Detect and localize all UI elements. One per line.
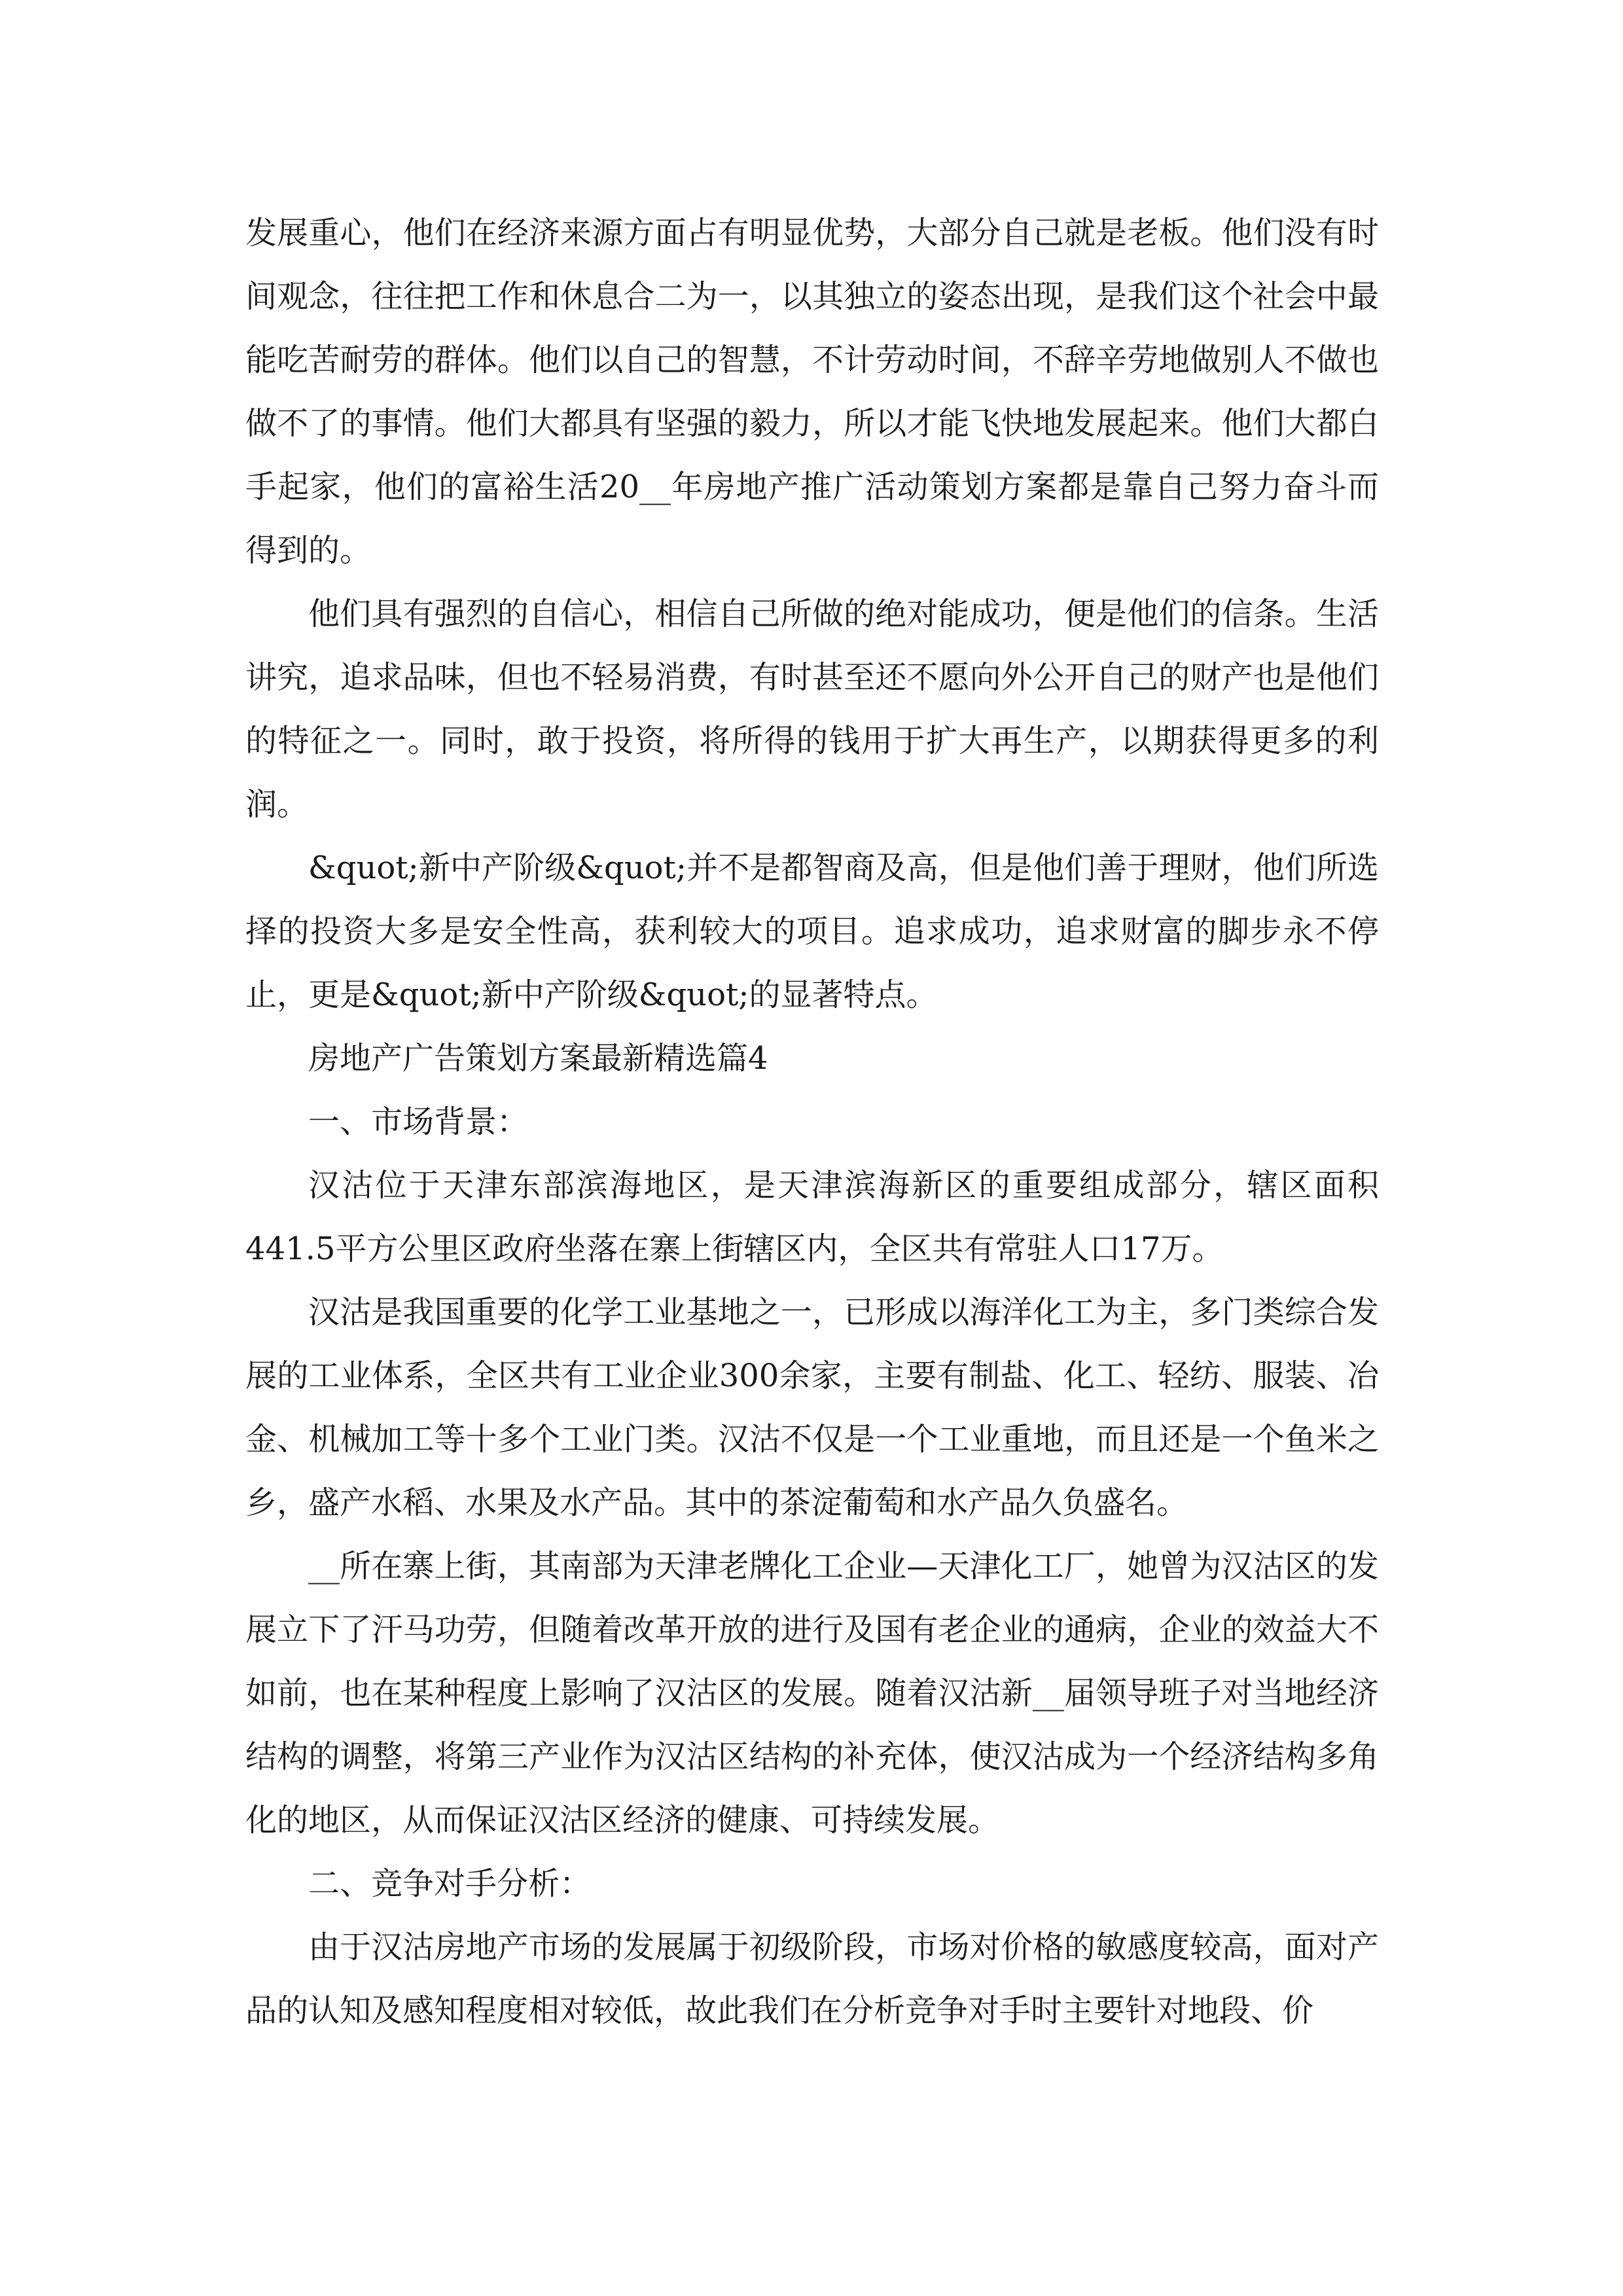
- heading-competitor-analysis: 二、竞争对手分析：: [308, 1865, 592, 1902]
- paragraph-7: 由于汉沽房地产市场的发展属于初级阶段，市场对价格的敏感度较高，面对产品的认知及感知程度相对较低，故此我们在分析竞争对手时主要针对地段、价: [245, 1929, 1379, 2029]
- heading-market-background: 一、市场背景：: [308, 1103, 529, 1140]
- document-body: [245, 202, 1379, 2043]
- paragraph-1: 发展重心，他们在经济来源方面占有明显优势，大部分自己就是老板。他们没有时间观念，往往把工作和休息合二为一，以其独立的姿态出现，是我们这个社会中最能吃苦耐劳的群体。他们以自己的智慧，不计劳动时间，不辞辛劳地做别人不做也做不了的事情。他们大都具有坚强的毅力，所以才能飞快地发展起来。他们大都白手起家，他们的富裕生活20__年房地产推广活动策划方案都是靠自己努力奋斗而得到的。: [245, 215, 1379, 569]
- section-title: 房地产广告策划方案最新精选篇4: [308, 1040, 768, 1077]
- paragraph-3: &quot;新中产阶级&quot;并不是都智商及高，但是他们善于理财，他们所选择的投资大多是安全性高，获利较大的项目。追求成功，追求财富的脚步永不停止，更是&quot;新中产阶级&quot;的显著特点。: [245, 850, 1379, 1013]
- paragraph-5: 汉沽是我国重要的化学工业基地之一，已形成以海洋化工为主，多门类综合发展的工业体系，全区共有工业企业300余家，主要有制盐、化工、轻纺、服装、冶金、机械加工等十多个工业门类。汉沽不仅是一个工业重地，而且还是一个鱼米之乡，盛产水稻、水果及水产品。其中的茶淀葡萄和水产品久负盛名。: [245, 1294, 1379, 1521]
- paragraph-6: __所在寨上街，其南部为天津老牌化工企业—天津化工厂，她曾为汉沽区的发展立下了汗马功劳，但随着改革开放的进行及国有老企业的通病，企业的效益大不如前，也在某种程度上影响了汉沽区的发展。随着汉沽新__届领导班子对当地经济结构的调整，将第三产业作为汉沽区结构的补充体，使汉沽成为一个经济结构多角化的地区，从而保证汉沽区经济的健康、可持续发展。: [245, 1548, 1379, 1839]
- paragraph-2: 他们具有强烈的自信心，相信自己所做的绝对能成功，便是他们的信条。生活讲究，追求品味，但也不轻易消费，有时甚至还不愿向外公开自己的财产也是他们的特征之一。同时，敢于投资，将所得的钱用于扩大再生产，以期获得更多的利润。: [245, 596, 1379, 823]
- paragraph-4: 汉沽位于天津东部滨海地区，是天津滨海新区的重要组成部分，辖区面积441.5平方公里区政府坐落在寨上街辖区内，全区共有常驻人口17万。: [245, 1167, 1379, 1267]
